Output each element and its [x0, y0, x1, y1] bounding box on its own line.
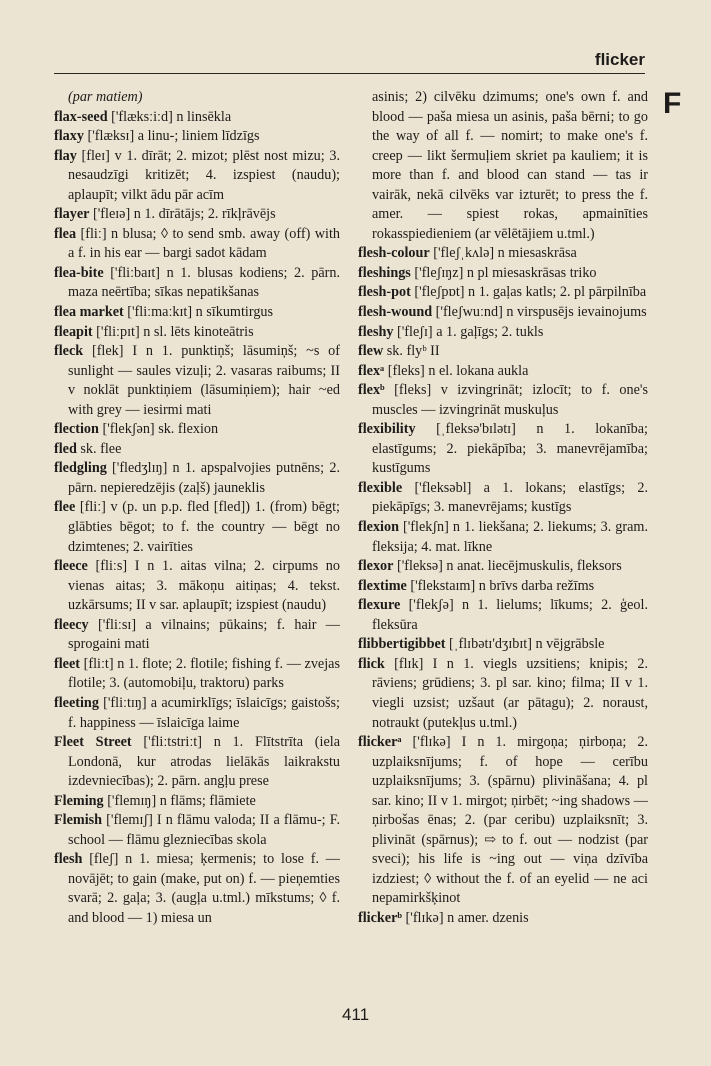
entry-headword: fleck [54, 343, 84, 360]
entry-definition: ['fleksə] n anat. liecējmuskulis, fleksors [393, 558, 622, 575]
dictionary-entry [358, 596, 648, 635]
dictionary-entry [54, 440, 340, 460]
entry-definition: ['fleʃˌkʌlə] n miesaskrāsa [429, 245, 577, 262]
thumb-index-letter: F [663, 87, 682, 120]
entry-headword: flesh-pot [358, 284, 411, 301]
dictionary-entry [358, 655, 648, 733]
dictionary-entry [54, 655, 340, 694]
dictionary-entry [54, 792, 340, 812]
entry-headword: fleet [54, 655, 80, 672]
entry-definition: [fliːt] n 1. flote; 2. flotile; fishing f. — zvejas flotile; 3. (automobiļu, traktoru) parks [68, 655, 340, 692]
left-column [54, 88, 340, 929]
dictionary-entry [54, 850, 340, 928]
dictionary-entry [358, 909, 648, 929]
entry-continuation: (par matiem) [68, 89, 143, 105]
entry-headword: Fleet Street [54, 734, 132, 751]
entry-headword: flexion [358, 519, 399, 536]
dictionary-entry [358, 362, 648, 382]
entry-headword: fleshy [358, 323, 394, 340]
dictionary-entry [54, 733, 340, 792]
entry-definition: ['flemɪŋ] n flāms; flāmiete [103, 792, 256, 809]
entry-definition: ['flekstaɪm] n brīvs darba režīms [406, 577, 595, 594]
entry-definition: ['flekʃn] n 1. liekšana; 2. liekums; 3. gram. fleksija; 4. mat. līkne [372, 519, 648, 555]
dictionary-entry [358, 479, 648, 518]
entry-headword: Flemish [54, 812, 103, 829]
entry-definition: ['flæksɪ] a linu-; liniem līdzīgs [83, 128, 260, 145]
entry-definition: [ˌflɪbətɪ'dʒɪbɪt] n vējgrābsle [445, 636, 605, 653]
dictionary-entry [54, 303, 340, 323]
entry-headword: flea market [54, 304, 124, 321]
dictionary-entry [54, 323, 340, 343]
entry-headword: flickerᵇ [358, 909, 402, 926]
entry-definition: ['flæksːiːd] n linsēkla [107, 108, 232, 125]
entry-headword: flexor [358, 558, 394, 575]
header-rule [54, 73, 645, 74]
entry-headword: flew [358, 343, 384, 360]
entry-definition: ['fliːsɪ] a vilnains; pūkains; f. hair — sprogaini mati [68, 616, 340, 653]
dictionary-entry [358, 88, 648, 244]
entry-definition: ['fliːtstriːt] n 1. Flītstrīta (iela Londonā, kur atrodas lielākās laikrakstu izdevniecības); 2. pārn. angļu prese [68, 734, 341, 790]
dictionary-entry [358, 244, 648, 264]
dictionary-entry [54, 616, 340, 655]
dictionary-entry [54, 459, 340, 498]
entry-definition: ['fledʒlɪŋ] n 1. apspalvojies putnēns; 2. pārn. nepieredzējis (zaļš) jauneklis [68, 460, 340, 496]
entry-headword: flexible [358, 479, 403, 496]
entry-headword: flea-bite [54, 264, 104, 281]
dictionary-entry [54, 557, 340, 616]
dictionary-entry [54, 127, 340, 147]
entry-headword: fleeting [54, 694, 99, 711]
entry-headword: fled [54, 440, 77, 457]
dictionary-entry [358, 557, 648, 577]
entry-definition: ['fliːpɪt] n sl. lēts kinoteātris [92, 323, 254, 340]
entry-definition: [fleɪ] v 1. dīrāt; 2. mizot; plēst nost mizu; 3. nesaudzīgi kritizēt; 4. izspiest (naudu); aplaupīt; vilkt ādu pār acīm [68, 147, 340, 203]
entry-definition: [fliːs] I n 1. aitas vilna; 2. cirpums no vienas aitas; 3. mākoņu aitiņas; 4. tekst. uzkārsums; II v sar. aplaupīt; izspiest (naudu) [68, 558, 340, 614]
entry-headword: flayer [54, 206, 90, 223]
dictionary-entry [54, 205, 340, 225]
dictionary-entry [358, 518, 648, 557]
entry-headword: flection [54, 421, 99, 438]
dictionary-entry [358, 303, 648, 323]
entry-continuation: asinis; 2) cilvēku dzimums; one's own f. and blood — paša miesa un asinis, paša bērni; to go the way of all f. — nomirt; to make one's f. creep — likt šermuļiem skriet pa kauliem; it is more than f. and blood can stand — tas ir vairāk, nekā cilvēks var izturēt; to press the f. amer. — spiest rokas, apmainīties rokasspiedieniem (ar vēlētājiem u.tml.) [372, 89, 648, 242]
right-column [358, 88, 648, 929]
entry-headword: flickerᵃ [358, 734, 402, 751]
entry-headword: flibbertigibbet [358, 636, 446, 653]
entry-headword: flax-seed [54, 108, 108, 125]
entry-definition: ['fleʃɪŋz] n pl miesaskrāsas triko [410, 264, 597, 281]
entry-headword: flextime [358, 577, 407, 594]
entry-headword: Fleming [54, 792, 104, 809]
entry-definition: ['flɪkə] n amer. dzenis [402, 909, 529, 926]
entry-definition: sk. flee [76, 440, 122, 457]
dictionary-entry [358, 283, 648, 303]
dictionary-entry [54, 147, 340, 206]
dictionary-entry [358, 342, 648, 362]
header-guide-word: flicker [594, 50, 645, 69]
dictionary-entry [54, 420, 340, 440]
entry-definition: ['flemɪʃ] I n flāmu valoda; II a flāmu-; F. school — flāmu glezniecības skola [68, 812, 340, 848]
entry-headword: fleecy [54, 616, 89, 633]
entry-headword: flea [54, 225, 77, 242]
entry-headword: fleshings [358, 264, 411, 281]
dictionary-entry [54, 342, 340, 420]
entry-headword: flee [54, 499, 76, 516]
entry-headword: flesh [54, 851, 83, 868]
dictionary-entry [54, 498, 340, 557]
entry-headword: flexibility [358, 421, 416, 438]
entry-headword: flaxy [54, 128, 84, 145]
dictionary-entry [54, 108, 340, 128]
entry-definition: [ˌfleksə'bɪlətɪ] n 1. lokanība; elastīgums; 2. piekāpība; 3. manevrējamība; kustīgums [372, 421, 648, 477]
entry-definition: ['flekʃə] n 1. lielums; līkums; 2. ģeol. fleksūra [372, 597, 648, 633]
dictionary-entry [54, 88, 340, 108]
page-number: 411 [341, 1005, 370, 1024]
entry-headword: flexᵃ [358, 362, 385, 379]
entry-definition: ['fleʃpɒt] n 1. gaļas katls; 2. pl pārpilnība [410, 284, 647, 301]
dictionary-entry [358, 635, 648, 655]
entry-headword: flexure [358, 597, 401, 614]
entry-headword: flay [54, 147, 77, 164]
entry-headword: fleece [54, 558, 88, 575]
entry-definition: ['flekʃən] sk. flexion [98, 421, 219, 438]
dictionary-entry [358, 323, 648, 343]
entry-headword: flesh-wound [358, 304, 433, 321]
entry-definition: ['fliːmaːkɪt] n sīkumtirgus [123, 304, 274, 321]
dictionary-entry [358, 264, 648, 284]
entry-definition: ['fleʃɪ] a 1. gaļīgs; 2. tukls [393, 323, 544, 340]
entry-definition: [fleks] v izvingrināt; izlocīt; to f. one's muscles — izvingrināt muskuļus [372, 382, 648, 418]
entry-headword: fleapit [54, 323, 93, 340]
entry-definition: [flɪk] I n 1. viegls uzsitiens; knipis; 2. rāviens; grūdiens; 3. pl sar. kino; filma; II v 1. viegli uzsist; uzšaut (ar pātagu); 2. noraust, notraukt (putekļus u.tml.) [372, 655, 648, 731]
entry-headword: fledgling [54, 460, 107, 477]
entry-definition: ['fleksəbl] a 1. lokans; elastīgs; 2. piekāpīgs; 3. manevrējams; kustīgs [372, 479, 648, 516]
entry-definition: [fliː] n blusa; ◊ to send smb. away (off) with a f. in his ear — bargi sadot kādam [68, 225, 340, 262]
entry-headword: flexᵇ [358, 382, 385, 399]
entry-definition: ['fleɪə] n 1. dīrātājs; 2. rīkļrāvējs [89, 206, 276, 223]
entry-definition: sk. flyᵇ II [383, 343, 440, 360]
entry-definition: ['fleʃwuːnd] n virspusējs ievainojums [432, 304, 647, 321]
entry-headword: flick [358, 655, 385, 672]
entry-definition: ['flɪkə] I n 1. mirgoņa; ņirboņa; 2. uzplaiksnījums; f. of hope — cerību uzplaiksnījums; 3. (spārnu) plivināšana; 4. pl sar. kino; II v 1. mirgot; ņirbēt; ~ing shadows — ņirbošas ēnas; 2. (par ceribu) uzplaiksnīt; 3. plivināt (spārnus); ⇨ to f. out — nodzist (par sveci); his life is ~ing out — viņa dzīvība izdziest; ◊ without the f. of an eyelid — ne aci nepamirkšķinot [372, 734, 648, 907]
dictionary-entry [358, 577, 648, 597]
entry-headword: flesh-colour [358, 245, 430, 262]
dictionary-entry [358, 381, 648, 420]
entry-definition: ['fliːbaɪt] n 1. blusas kodiens; 2. pārn. maza neērtība; sīkas nepatikšanas [68, 264, 340, 301]
dictionary-entry [358, 420, 648, 479]
entry-definition: [fliː] v (p. un p.p. fled [fled]) 1. (from) bēgt; glābties bēgot; to f. the country — bēgt no dzimtenes; 2. vairīties [68, 499, 340, 555]
entry-definition: [fleʃ] n 1. miesa; ķermenis; to lose f. — novājēt; to gain (make, put on) f. — pieņemties svarā; 2. gaļa; 3. (augļa u.tml.) mīkstums; ◊ f. and blood — 1) miesa un [68, 851, 340, 926]
dictionary-entry [54, 264, 340, 303]
dictionary-entry [54, 225, 340, 264]
entry-definition: [flek] I n 1. punktiņš; lāsumiņš; ~s of sunlight — saules vizuļi; 2. vasaras raibums; II v noklāt punktiņiem (lāsumiņiem); hair ~ed with grey — iesirmi mati [68, 343, 340, 418]
dictionary-entry [54, 694, 340, 733]
entry-definition: [fleks] n el. lokana aukla [384, 362, 529, 379]
entry-definition: ['fliːtɪŋ] a acumirklīgs; īslaicīgs; gaistošs; f. happiness — īslaicīga laime [68, 694, 340, 731]
dictionary-entry [358, 733, 648, 909]
dictionary-entry [54, 811, 340, 850]
